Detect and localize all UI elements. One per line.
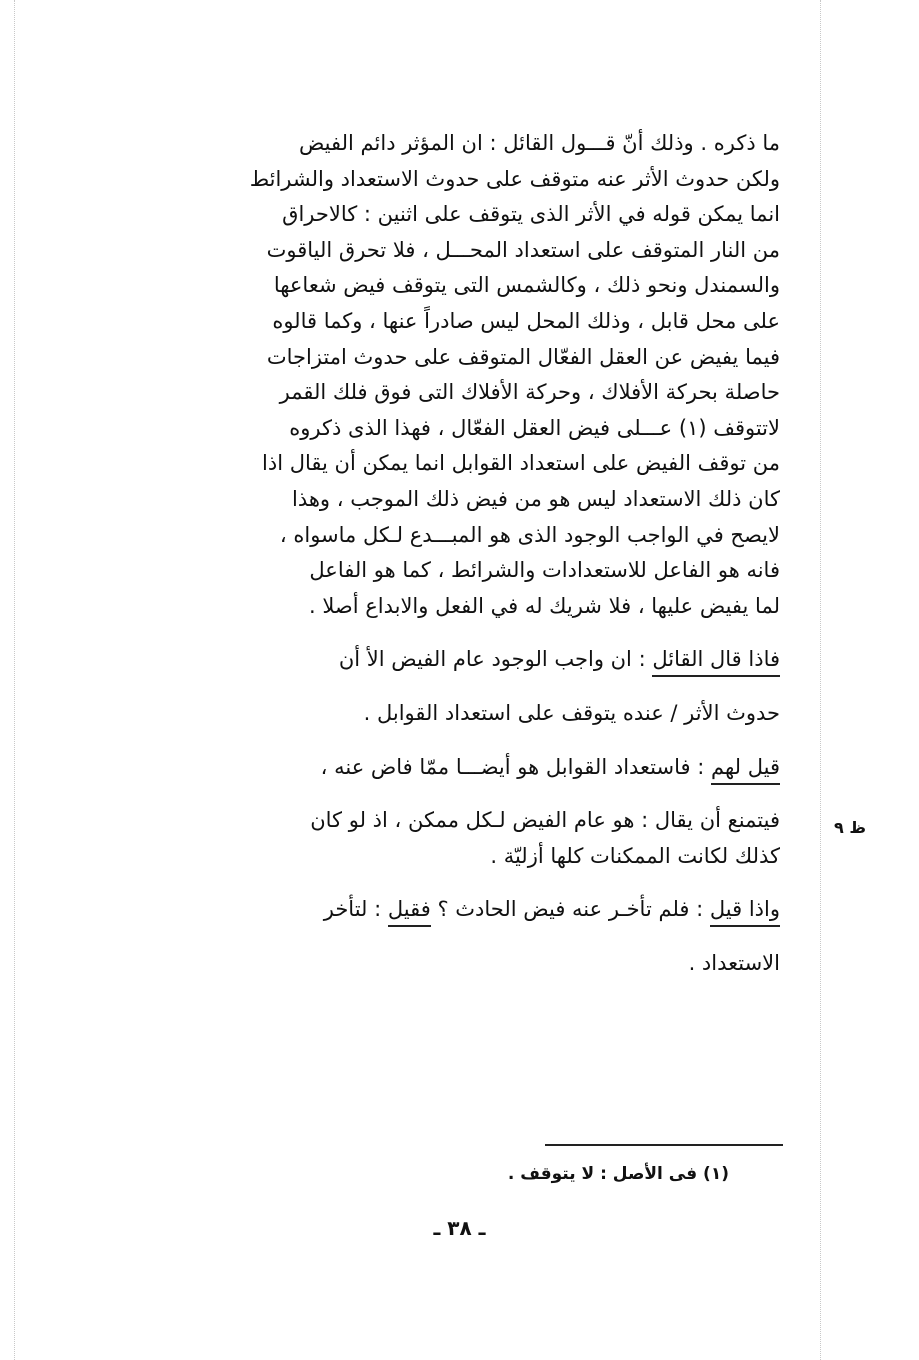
text-line: ما ذكره . وذلك أنّ قـــول القائل : ان المؤثر دائم الفيض bbox=[298, 131, 780, 155]
page-number: ـ ٣٨ ـ bbox=[433, 1216, 486, 1240]
text-line: من النار المتوقف على استعداد المحـــل ، فلا تحرق الياقوت bbox=[266, 237, 780, 262]
text-run: : لتأخر bbox=[323, 897, 388, 922]
footnote-divider bbox=[545, 1144, 783, 1146]
text-line: حدوث الأثر / عنده يتوقف على استعداد القوابل . bbox=[363, 700, 780, 725]
underlined-lead: واذا قيل bbox=[710, 897, 780, 927]
text-line: كان ذلك الاستعداد ليس هو من فيض ذلك الموجب ، وهذا bbox=[292, 486, 780, 511]
text-line bbox=[130, 642, 780, 678]
text-line: كذلك لكانت الممكنات كلها أزليّة . bbox=[490, 843, 780, 868]
underlined-lead: قيل لهم bbox=[711, 755, 780, 785]
text-run: : فلم تأخـر عنه فيض الحادث ؟ bbox=[430, 897, 710, 922]
text-line: لايصح في الواجب الوجود الذى هو المبـــدع لـكل ماسواه ، bbox=[279, 522, 780, 547]
text-line: انما يمكن قوله في الأثر الذى يتوقف على اثنين : كالاحراق bbox=[282, 202, 780, 227]
underlined-lead: فقيل bbox=[388, 897, 431, 927]
paragraph-1 bbox=[130, 126, 780, 624]
margin-reference: ظ ٩ bbox=[834, 818, 866, 837]
text-line: على محل قابل ، وذلك المحل ليس صادراً عنها ، وكما قالوه bbox=[272, 308, 780, 333]
text-run: : ان واجب الوجود عام الفيض الأ أن bbox=[338, 647, 653, 672]
text-line: من توقف الفيض على استعداد القوابل انما يمكن أن يقال اذا bbox=[262, 451, 780, 476]
text-line: فيتمنع أن يقال : هو عام الفيض لـكل ممكن ، اذ لو كان bbox=[310, 808, 780, 833]
text-line: لاتتوقف (١) عـــلى فيض العقل الفعّال ، فهذا الذى ذكروه bbox=[289, 415, 780, 440]
text-line: حاصلة بحركة الأفلاك ، وحركة الأفلاك التى فوق فلك القمر bbox=[279, 380, 780, 405]
underlined-lead: فاذا قال القائل bbox=[652, 647, 780, 677]
footnote: (١) فى الأصل : لا يتوقف . bbox=[507, 1164, 729, 1184]
paragraph-4 bbox=[130, 892, 780, 981]
paragraph-2 bbox=[130, 642, 780, 731]
text-line bbox=[130, 892, 780, 928]
left-column-guide bbox=[14, 0, 15, 1360]
paragraph-3 bbox=[130, 750, 780, 875]
text-line: لما يفيض عليها ، فلا شريك له في الفعل والابداع أصلا . bbox=[308, 593, 780, 618]
text-line bbox=[130, 750, 780, 786]
text-line: فيما يفيض عن العقل الفعّال المتوقف على حدوث امتزاجات bbox=[266, 344, 780, 369]
text-line: والسمندل ونحو ذلك ، وكالشمس التى يتوقف فيض شعاعها bbox=[273, 273, 780, 298]
text-line: الاستعداد . bbox=[688, 950, 780, 975]
text-line: ولكن حدوث الأثر عنه متوقف على حدوث الاستعداد والشرائط bbox=[249, 166, 780, 191]
text-line: فانه هو الفاعل للاستعدادات والشرائط ، كما هو الفاعل bbox=[309, 558, 780, 583]
main-text bbox=[130, 126, 780, 981]
text-run: : فاستعداد القوابل هو أيضـــا ممّا فاض عنه ، bbox=[320, 754, 711, 779]
right-column-guide bbox=[820, 0, 821, 1360]
